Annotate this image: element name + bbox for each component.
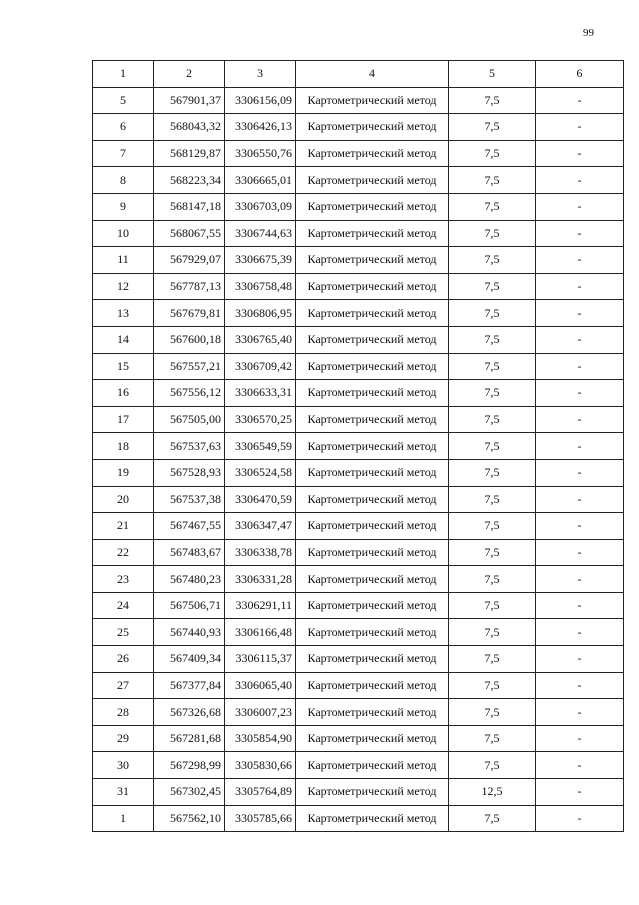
point-number-cell: 24: [93, 592, 154, 619]
point-number-cell: 7: [93, 140, 154, 167]
method-cell: Картометрический метод: [296, 220, 449, 247]
method-cell: Картометрический метод: [296, 140, 449, 167]
method-cell: Картометрический метод: [296, 380, 449, 407]
method-cell: Картометрический метод: [296, 353, 449, 380]
point-number-cell: 28: [93, 699, 154, 726]
column-header: 6: [536, 61, 624, 88]
note-cell: -: [536, 326, 624, 353]
note-cell: -: [536, 167, 624, 194]
method-cell: Картометрический метод: [296, 646, 449, 673]
note-cell: -: [536, 646, 624, 673]
accuracy-cell: 7,5: [449, 699, 536, 726]
method-cell: Картометрический метод: [296, 566, 449, 593]
x-coordinate-cell: 567679,81: [154, 300, 225, 327]
point-number-cell: 21: [93, 513, 154, 540]
x-coordinate-cell: 567281,68: [154, 725, 225, 752]
coordinates-table: [92, 60, 624, 832]
table-row: [93, 752, 624, 779]
x-coordinate-cell: 567528,93: [154, 459, 225, 486]
accuracy-cell: 7,5: [449, 539, 536, 566]
table-row: [93, 566, 624, 593]
x-coordinate-cell: 567505,00: [154, 406, 225, 433]
x-coordinate-cell: 568223,34: [154, 167, 225, 194]
method-cell: Картометрический метод: [296, 725, 449, 752]
table-row: [93, 247, 624, 274]
x-coordinate-cell: 567506,71: [154, 592, 225, 619]
accuracy-cell: 7,5: [449, 193, 536, 220]
table-row: [93, 699, 624, 726]
x-coordinate-cell: 567409,34: [154, 646, 225, 673]
accuracy-cell: 7,5: [449, 513, 536, 540]
point-number-cell: 25: [93, 619, 154, 646]
table-row: [93, 725, 624, 752]
x-coordinate-cell: 567787,13: [154, 273, 225, 300]
point-number-cell: 1: [93, 805, 154, 832]
accuracy-cell: 7,5: [449, 406, 536, 433]
method-cell: Картометрический метод: [296, 87, 449, 114]
method-cell: Картометрический метод: [296, 326, 449, 353]
column-header: 5: [449, 61, 536, 88]
column-header: 2: [154, 61, 225, 88]
x-coordinate-cell: 567326,68: [154, 699, 225, 726]
accuracy-cell: 7,5: [449, 619, 536, 646]
accuracy-cell: 12,5: [449, 779, 536, 806]
x-coordinate-cell: 567556,12: [154, 380, 225, 407]
y-coordinate-cell: 3306806,95: [225, 300, 296, 327]
accuracy-cell: 7,5: [449, 486, 536, 513]
accuracy-cell: 7,5: [449, 566, 536, 593]
note-cell: -: [536, 300, 624, 327]
note-cell: -: [536, 619, 624, 646]
table-row: [93, 300, 624, 327]
table-row: [93, 779, 624, 806]
note-cell: -: [536, 566, 624, 593]
y-coordinate-cell: 3306703,09: [225, 193, 296, 220]
accuracy-cell: 7,5: [449, 114, 536, 141]
table-row: [93, 87, 624, 114]
table-row: [93, 592, 624, 619]
table-row: [93, 433, 624, 460]
table-row: [93, 459, 624, 486]
x-coordinate-cell: 567901,37: [154, 87, 225, 114]
accuracy-cell: 7,5: [449, 752, 536, 779]
note-cell: -: [536, 247, 624, 274]
table-row: [93, 140, 624, 167]
accuracy-cell: 7,5: [449, 167, 536, 194]
point-number-cell: 26: [93, 646, 154, 673]
note-cell: -: [536, 513, 624, 540]
y-coordinate-cell: 3306470,59: [225, 486, 296, 513]
table-header-row: [93, 61, 624, 88]
method-cell: Картометрический метод: [296, 672, 449, 699]
x-coordinate-cell: 567537,63: [154, 433, 225, 460]
x-coordinate-cell: 567480,23: [154, 566, 225, 593]
note-cell: -: [536, 193, 624, 220]
y-coordinate-cell: 3306115,37: [225, 646, 296, 673]
table-row: [93, 167, 624, 194]
note-cell: -: [536, 140, 624, 167]
accuracy-cell: 7,5: [449, 300, 536, 327]
point-number-cell: 20: [93, 486, 154, 513]
y-coordinate-cell: 3306291,11: [225, 592, 296, 619]
method-cell: Картометрический метод: [296, 539, 449, 566]
y-coordinate-cell: 3306633,31: [225, 380, 296, 407]
note-cell: -: [536, 592, 624, 619]
accuracy-cell: 7,5: [449, 380, 536, 407]
method-cell: Картометрический метод: [296, 300, 449, 327]
y-coordinate-cell: 3306065,40: [225, 672, 296, 699]
table-row: [93, 380, 624, 407]
note-cell: -: [536, 220, 624, 247]
note-cell: -: [536, 406, 624, 433]
note-cell: -: [536, 114, 624, 141]
note-cell: -: [536, 725, 624, 752]
accuracy-cell: 7,5: [449, 725, 536, 752]
x-coordinate-cell: 567467,55: [154, 513, 225, 540]
note-cell: -: [536, 459, 624, 486]
method-cell: Картометрический метод: [296, 752, 449, 779]
accuracy-cell: 7,5: [449, 433, 536, 460]
y-coordinate-cell: 3306347,47: [225, 513, 296, 540]
table-row: [93, 672, 624, 699]
x-coordinate-cell: 568129,87: [154, 140, 225, 167]
point-number-cell: 12: [93, 273, 154, 300]
method-cell: Картометрический метод: [296, 619, 449, 646]
method-cell: Картометрический метод: [296, 406, 449, 433]
point-number-cell: 19: [93, 459, 154, 486]
accuracy-cell: 7,5: [449, 326, 536, 353]
accuracy-cell: 7,5: [449, 805, 536, 832]
note-cell: -: [536, 779, 624, 806]
y-coordinate-cell: 3305785,66: [225, 805, 296, 832]
y-coordinate-cell: 3305764,89: [225, 779, 296, 806]
point-number-cell: 31: [93, 779, 154, 806]
column-header: 1: [93, 61, 154, 88]
page-number: 99: [583, 27, 594, 39]
accuracy-cell: 7,5: [449, 273, 536, 300]
x-coordinate-cell: 567600,18: [154, 326, 225, 353]
accuracy-cell: 7,5: [449, 459, 536, 486]
point-number-cell: 27: [93, 672, 154, 699]
accuracy-cell: 7,5: [449, 87, 536, 114]
x-coordinate-cell: 567557,21: [154, 353, 225, 380]
accuracy-cell: 7,5: [449, 247, 536, 274]
y-coordinate-cell: 3306338,78: [225, 539, 296, 566]
point-number-cell: 13: [93, 300, 154, 327]
point-number-cell: 5: [93, 87, 154, 114]
table-row: [93, 326, 624, 353]
table-row: [93, 273, 624, 300]
method-cell: Картометрический метод: [296, 592, 449, 619]
table-row: [93, 619, 624, 646]
point-number-cell: 10: [93, 220, 154, 247]
point-number-cell: 16: [93, 380, 154, 407]
method-cell: Картометрический метод: [296, 805, 449, 832]
table-row: [93, 114, 624, 141]
method-cell: Картометрический метод: [296, 513, 449, 540]
table-row: [93, 193, 624, 220]
table-row: [93, 539, 624, 566]
x-coordinate-cell: 567302,45: [154, 779, 225, 806]
method-cell: Картометрический метод: [296, 486, 449, 513]
x-coordinate-cell: 567562,10: [154, 805, 225, 832]
method-cell: Картометрический метод: [296, 247, 449, 274]
table-row: [93, 220, 624, 247]
y-coordinate-cell: 3306570,25: [225, 406, 296, 433]
y-coordinate-cell: 3305854,90: [225, 725, 296, 752]
x-coordinate-cell: 567298,99: [154, 752, 225, 779]
y-coordinate-cell: 3306166,48: [225, 619, 296, 646]
y-coordinate-cell: 3306426,13: [225, 114, 296, 141]
table-row: [93, 513, 624, 540]
method-cell: Картометрический метод: [296, 193, 449, 220]
point-number-cell: 18: [93, 433, 154, 460]
method-cell: Картометрический метод: [296, 699, 449, 726]
point-number-cell: 11: [93, 247, 154, 274]
y-coordinate-cell: 3306007,23: [225, 699, 296, 726]
y-coordinate-cell: 3306549,59: [225, 433, 296, 460]
point-number-cell: 6: [93, 114, 154, 141]
note-cell: -: [536, 433, 624, 460]
method-cell: Картометрический метод: [296, 114, 449, 141]
table-body: [93, 87, 624, 832]
note-cell: -: [536, 672, 624, 699]
table-row: [93, 805, 624, 832]
accuracy-cell: 7,5: [449, 672, 536, 699]
note-cell: -: [536, 273, 624, 300]
method-cell: Картометрический метод: [296, 459, 449, 486]
point-number-cell: 14: [93, 326, 154, 353]
point-number-cell: 30: [93, 752, 154, 779]
column-header: 3: [225, 61, 296, 88]
table-row: [93, 646, 624, 673]
point-number-cell: 9: [93, 193, 154, 220]
point-number-cell: 15: [93, 353, 154, 380]
accuracy-cell: 7,5: [449, 646, 536, 673]
x-coordinate-cell: 568043,32: [154, 114, 225, 141]
point-number-cell: 23: [93, 566, 154, 593]
accuracy-cell: 7,5: [449, 592, 536, 619]
note-cell: -: [536, 380, 624, 407]
y-coordinate-cell: 3306156,09: [225, 87, 296, 114]
point-number-cell: 17: [93, 406, 154, 433]
accuracy-cell: 7,5: [449, 140, 536, 167]
x-coordinate-cell: 567377,84: [154, 672, 225, 699]
y-coordinate-cell: 3306765,40: [225, 326, 296, 353]
point-number-cell: 29: [93, 725, 154, 752]
y-coordinate-cell: 3306524,58: [225, 459, 296, 486]
accuracy-cell: 7,5: [449, 353, 536, 380]
table-row: [93, 353, 624, 380]
x-coordinate-cell: 568067,55: [154, 220, 225, 247]
point-number-cell: 22: [93, 539, 154, 566]
y-coordinate-cell: 3306550,76: [225, 140, 296, 167]
note-cell: -: [536, 699, 624, 726]
method-cell: Картометрический метод: [296, 779, 449, 806]
table-row: [93, 486, 624, 513]
y-coordinate-cell: 3305830,66: [225, 752, 296, 779]
table-row: [93, 406, 624, 433]
note-cell: -: [536, 805, 624, 832]
y-coordinate-cell: 3306744,63: [225, 220, 296, 247]
note-cell: -: [536, 752, 624, 779]
x-coordinate-cell: 567440,93: [154, 619, 225, 646]
x-coordinate-cell: 567483,67: [154, 539, 225, 566]
method-cell: Картометрический метод: [296, 273, 449, 300]
accuracy-cell: 7,5: [449, 220, 536, 247]
x-coordinate-cell: 567537,38: [154, 486, 225, 513]
x-coordinate-cell: 567929,07: [154, 247, 225, 274]
y-coordinate-cell: 3306709,42: [225, 353, 296, 380]
y-coordinate-cell: 3306665,01: [225, 167, 296, 194]
point-number-cell: 8: [93, 167, 154, 194]
column-header: 4: [296, 61, 449, 88]
y-coordinate-cell: 3306758,48: [225, 273, 296, 300]
y-coordinate-cell: 3306675,39: [225, 247, 296, 274]
note-cell: -: [536, 539, 624, 566]
x-coordinate-cell: 568147,18: [154, 193, 225, 220]
note-cell: -: [536, 353, 624, 380]
method-cell: Картометрический метод: [296, 167, 449, 194]
note-cell: -: [536, 87, 624, 114]
method-cell: Картометрический метод: [296, 433, 449, 460]
y-coordinate-cell: 3306331,28: [225, 566, 296, 593]
note-cell: -: [536, 486, 624, 513]
